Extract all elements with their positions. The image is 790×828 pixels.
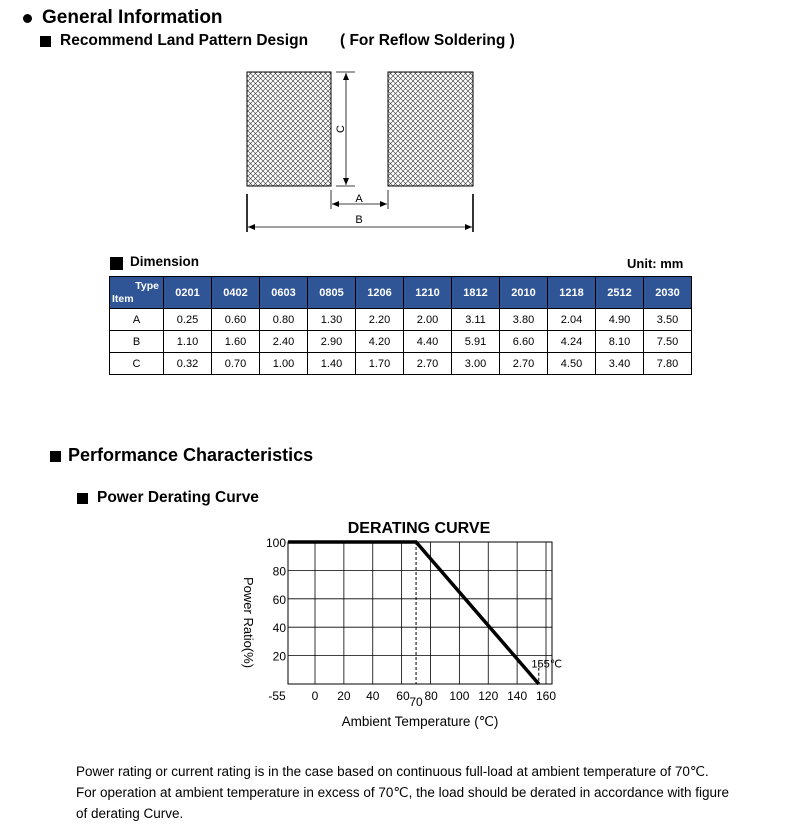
- dim-label-c: C: [335, 125, 347, 133]
- derating-series-line: [288, 542, 539, 684]
- value-cell: 1.40: [308, 353, 356, 375]
- left-pad: [247, 72, 331, 186]
- y-tick-label: 100: [265, 536, 286, 550]
- x-tick-label: 60: [396, 689, 410, 703]
- value-cell: 0.25: [164, 309, 212, 331]
- value-cell: 1.00: [260, 353, 308, 375]
- x-tick-label: 40: [366, 689, 380, 703]
- dim-label-b: B: [355, 214, 363, 226]
- value-cell: 1.30: [308, 309, 356, 331]
- value-cell: 0.60: [212, 309, 260, 331]
- land-pattern-title: Recommend Land Pattern Design: [60, 32, 309, 49]
- value-cell: 6.60: [500, 331, 548, 353]
- y-tick-label: 60: [272, 592, 286, 607]
- plot-frame: [288, 542, 552, 684]
- x-tick-label: 0: [311, 689, 319, 703]
- square-bullet-icon: [110, 257, 123, 270]
- value-cell: 7.80: [644, 353, 692, 375]
- value-cell: 0.32: [164, 353, 212, 375]
- land-pattern-note: ( For Reflow Soldering ): [340, 32, 515, 49]
- land-pattern-diagram: [238, 66, 483, 236]
- type-header-cell: 1218: [548, 277, 596, 309]
- performance-title: Performance Characteristics: [68, 445, 314, 465]
- description-text: [76, 761, 766, 824]
- right-pad: [388, 72, 473, 186]
- value-cell: 0.70: [212, 353, 260, 375]
- value-cell: 1.70: [356, 353, 404, 375]
- chart-title: DERATING CURVE: [347, 520, 491, 537]
- value-cell: 2.90: [308, 331, 356, 353]
- type-header-cell: 1206: [356, 277, 404, 309]
- table-corner-cell: [110, 277, 164, 309]
- type-header-cell: 1812: [452, 277, 500, 309]
- value-cell: 2.70: [500, 353, 548, 375]
- value-cell: 4.24: [548, 331, 596, 353]
- type-header-cell: 2030: [644, 277, 692, 309]
- bullet-dot-icon: [23, 14, 32, 23]
- value-cell: 3.00: [452, 353, 500, 375]
- x-tick-label: 70: [409, 695, 423, 709]
- value-cell: 4.40: [404, 331, 452, 353]
- type-header-cell: 0201: [164, 277, 212, 309]
- chart-xlabel: Ambient Temperature (℃): [341, 714, 499, 729]
- unit-label: Unit: mm: [627, 256, 684, 271]
- value-cell: 2.00: [404, 309, 452, 331]
- x-tick-label: 120: [478, 689, 499, 703]
- general-info-title: General Information: [42, 7, 223, 28]
- table-row: [110, 331, 692, 353]
- description-line-2: For operation at ambient temperature in excess of 70℃, the load should be derated in accordance with figure: [76, 785, 730, 800]
- square-bullet-icon: [40, 36, 51, 47]
- value-cell: 4.20: [356, 331, 404, 353]
- table-row: [110, 353, 692, 375]
- value-cell: 8.10: [596, 331, 644, 353]
- item-header: Item: [112, 293, 134, 305]
- value-cell: 2.40: [260, 331, 308, 353]
- type-header-cell: 1210: [404, 277, 452, 309]
- description-line-1: Power rating or current rating is in the case based on continuous full-load at ambient temperature of 70℃.: [76, 764, 709, 779]
- square-bullet-icon: [50, 451, 61, 462]
- value-cell: 3.11: [452, 309, 500, 331]
- derating-chart: [230, 512, 570, 734]
- x-tick-label: 20: [337, 689, 351, 703]
- table-row: [110, 309, 692, 331]
- value-cell: 7.50: [644, 331, 692, 353]
- type-header-cell: 0805: [308, 277, 356, 309]
- chart-ylabel: Power Ratio(%): [241, 577, 256, 669]
- square-bullet-icon: [77, 493, 88, 504]
- value-cell: 5.91: [452, 331, 500, 353]
- type-header-cell: 0603: [260, 277, 308, 309]
- y-tick-label: 40: [272, 621, 286, 636]
- value-cell: 2.04: [548, 309, 596, 331]
- item-cell: C: [110, 353, 164, 375]
- table-header-row: [110, 277, 692, 309]
- value-cell: 4.90: [596, 309, 644, 331]
- value-cell: 3.40: [596, 353, 644, 375]
- value-cell: 1.60: [212, 331, 260, 353]
- derating-curve-title: Power Derating Curve: [97, 489, 259, 506]
- value-cell: 1.10: [164, 331, 212, 353]
- x-tick-label: -55: [268, 689, 286, 703]
- item-cell: A: [110, 309, 164, 331]
- value-cell: 2.20: [356, 309, 404, 331]
- x-tick-label: 100: [449, 689, 470, 703]
- type-header: Type: [135, 280, 159, 292]
- annotation-155: 155℃: [531, 658, 563, 671]
- dim-label-a: A: [355, 193, 363, 205]
- type-header-cell: 0402: [212, 277, 260, 309]
- type-header-cell: 2010: [500, 277, 548, 309]
- value-cell: 4.50: [548, 353, 596, 375]
- x-tick-label: 160: [535, 689, 557, 703]
- value-cell: 3.80: [500, 309, 548, 331]
- type-header-cell: 2512: [596, 277, 644, 309]
- description-line-3: of derating Curve.: [76, 806, 184, 821]
- item-cell: B: [110, 331, 164, 353]
- value-cell: 2.70: [404, 353, 452, 375]
- y-tick-label: 20: [272, 649, 286, 664]
- x-tick-label: 140: [507, 689, 528, 703]
- dimension-table: [109, 276, 692, 375]
- x-tick-label: 80: [424, 689, 438, 703]
- y-tick-label: 80: [272, 564, 286, 579]
- dimension-title: Dimension: [130, 254, 200, 269]
- value-cell: 0.80: [260, 309, 308, 331]
- value-cell: 3.50: [644, 309, 692, 331]
